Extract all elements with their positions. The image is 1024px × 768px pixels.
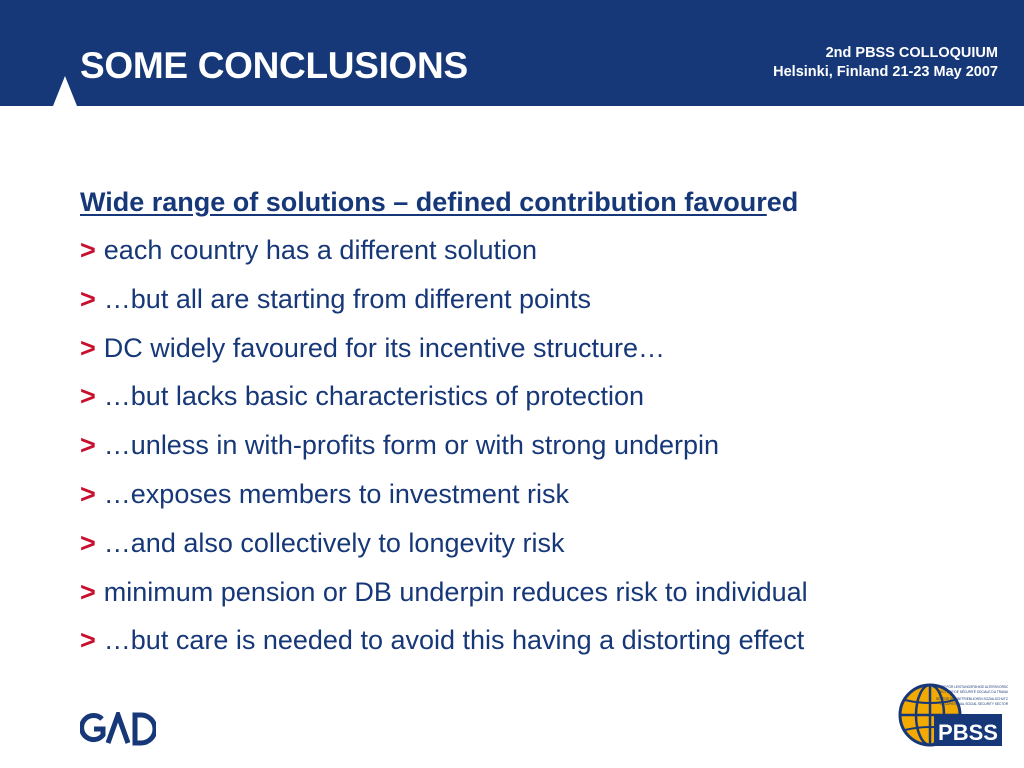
bullet-arrow-icon: > [80,478,96,509]
section-heading-underlined: Wide range of solutions – defined contribution favour [80,187,767,217]
bullet-text: …unless in with-profits form or with strong underpin [103,430,720,461]
bullet-text: each country has a different solution [103,235,538,265]
bullet-text: minimum pension or DB underpin reduces risk to individual [103,576,808,607]
bullet-item [80,372,1010,421]
pbss-caption-line: SEKTOR DES BETRIEBLICHEN SOZIALSCHUTZES [935,697,1008,701]
bullet-text: …but care is needed to avoid this having a distorting effect [103,625,805,656]
slide-title: SOME CONCLUSIONS [80,45,468,86]
header-notch [53,76,77,106]
bullet-item [80,470,1010,519]
slide-content [80,178,1010,665]
bullet-text: …and also collectively to longevity risk [103,527,565,558]
pbss-caption-line: SEKTOR FOR LEISTUNGSFÄHIGE ALTERSVORSORGE [932,685,1008,689]
bullet-text: …but all are starting from different points [103,283,592,314]
pbss-logo [896,680,1008,755]
bullet-item [80,324,1010,373]
bullet-arrow-icon: > [80,235,96,265]
bullet-arrow-icon: > [80,576,96,607]
bullet-arrow-icon: > [80,430,96,461]
bullet-item [80,519,1010,568]
section-heading [80,178,1010,226]
event-info [773,44,998,82]
bullet-arrow-icon: > [80,625,96,656]
section-heading-tail: ed [766,187,799,217]
pbss-caption-line: OCCUPATIONAL SOCIAL SECURITY SECTOR [939,702,1008,706]
bullet-item [80,226,1010,275]
bullet-arrow-icon: > [80,283,96,314]
event-location-date: Helsinki, Finland 21-23 May 2007 [773,64,998,80]
pbss-globe-icon [896,680,1008,750]
pbss-logo-text: PBSS [938,720,998,745]
bullet-text: …exposes members to investment risk [103,478,569,509]
event-name: 2nd PBSS COLLOQUIUM [825,45,998,61]
gad-logo [80,712,156,751]
bullet-item [80,421,1010,470]
pbss-caption-line: SECTEUR DE SÉCURITÉ SOCIALE DU TRAVAIL [938,690,1008,694]
bullet-item [80,275,1010,324]
slide-header [0,0,1024,106]
bullet-item [80,568,1010,617]
bullet-item [80,616,1010,665]
bullet-arrow-icon: > [80,381,96,412]
bullet-text: …but lacks basic characteristics of protection [103,381,645,412]
bullet-arrow-icon: > [80,527,96,558]
gad-logo-icon [80,712,156,746]
bullet-text: DC widely favoured for its incentive structure… [103,332,665,363]
bullet-arrow-icon: > [80,332,96,363]
